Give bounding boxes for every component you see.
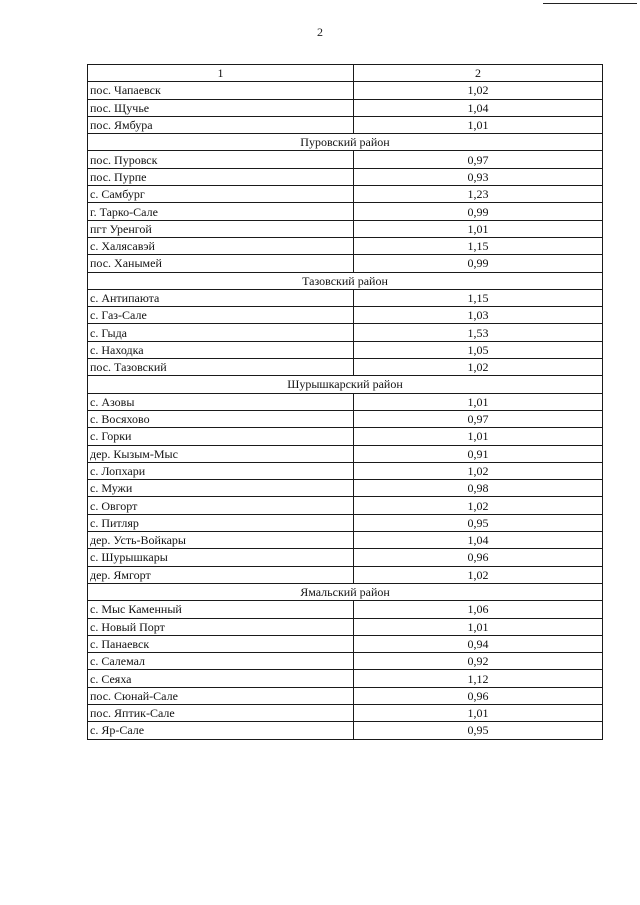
table-row	[88, 601, 603, 618]
settlement-name: с. Шурышкары	[88, 549, 354, 566]
settlement-name: пос. Щучье	[88, 99, 354, 116]
coefficient-value: 1,01	[354, 704, 603, 721]
settlement-name: с. Азовы	[88, 393, 354, 410]
settlement-name: с. Восяхово	[88, 410, 354, 427]
table-row	[88, 480, 603, 497]
coefficient-value: 1,01	[354, 220, 603, 237]
table-row	[88, 514, 603, 531]
coefficient-value: 1,02	[354, 359, 603, 376]
settlement-name: пос. Чапаевск	[88, 82, 354, 99]
settlement-name: с. Панаевск	[88, 635, 354, 652]
table-row	[88, 497, 603, 514]
coefficient-value: 0,97	[354, 151, 603, 168]
column-header-1: 1	[88, 65, 354, 82]
coefficient-value: 1,12	[354, 670, 603, 687]
table-row	[88, 168, 603, 185]
settlement-name: с. Халясавэй	[88, 237, 354, 254]
table-row	[88, 532, 603, 549]
table-row	[88, 462, 603, 479]
table-row	[88, 635, 603, 652]
coefficient-value: 0,95	[354, 514, 603, 531]
table-row	[88, 341, 603, 358]
coefficient-value: 0,98	[354, 480, 603, 497]
coefficient-value: 1,15	[354, 237, 603, 254]
district-section-row	[88, 376, 603, 393]
table-row	[88, 359, 603, 376]
settlement-name: пос. Яптик-Сале	[88, 704, 354, 721]
settlement-name: с. Самбург	[88, 186, 354, 203]
table-row	[88, 151, 603, 168]
settlement-name: г. Тарко-Сале	[88, 203, 354, 220]
settlement-name: дер. Ямгорт	[88, 566, 354, 583]
district-section-row	[88, 583, 603, 600]
coefficient-value: 1,02	[354, 497, 603, 514]
table-row	[88, 116, 603, 133]
settlement-name: с. Мыс Каменный	[88, 601, 354, 618]
settlement-name: с. Питляр	[88, 514, 354, 531]
table-row	[88, 289, 603, 306]
coefficient-value: 1,06	[354, 601, 603, 618]
district-section-row	[88, 272, 603, 289]
district-section-row	[88, 134, 603, 151]
settlement-name: дер. Кызым-Мыс	[88, 445, 354, 462]
table-row	[88, 428, 603, 445]
coefficient-value: 1,01	[354, 393, 603, 410]
coefficient-value: 1,05	[354, 341, 603, 358]
settlement-name: с. Газ-Сале	[88, 307, 354, 324]
coefficient-value: 0,94	[354, 635, 603, 652]
district-title: Ямальский район	[88, 583, 603, 600]
coefficient-value: 1,01	[354, 428, 603, 445]
table-row	[88, 722, 603, 739]
table-row	[88, 307, 603, 324]
coefficient-value: 1,04	[354, 532, 603, 549]
table-header-row	[88, 65, 603, 82]
coefficient-value: 1,15	[354, 289, 603, 306]
coefficient-value: 1,01	[354, 618, 603, 635]
table-row	[88, 445, 603, 462]
column-header-2: 2	[354, 65, 603, 82]
coefficient-value: 0,91	[354, 445, 603, 462]
table-body	[88, 65, 603, 740]
settlement-name: дер. Усть-Войкары	[88, 532, 354, 549]
table-row	[88, 82, 603, 99]
coefficient-value: 0,97	[354, 410, 603, 427]
settlement-name: пгт Уренгой	[88, 220, 354, 237]
table-row	[88, 549, 603, 566]
coefficient-value: 1,02	[354, 462, 603, 479]
settlement-name: с. Сеяха	[88, 670, 354, 687]
table-row	[88, 186, 603, 203]
table-row	[88, 255, 603, 272]
settlement-name: пос. Сюнай-Сале	[88, 687, 354, 704]
page-number: 2	[317, 25, 323, 39]
table-row	[88, 410, 603, 427]
table-row	[88, 99, 603, 116]
settlement-name: пос. Ямбура	[88, 116, 354, 133]
settlement-name: с. Салемал	[88, 653, 354, 670]
table-row	[88, 220, 603, 237]
settlement-name: пос. Ханымей	[88, 255, 354, 272]
table-row	[88, 653, 603, 670]
coefficient-table	[87, 64, 603, 740]
coefficient-value: 0,93	[354, 168, 603, 185]
coefficient-value: 1,02	[354, 566, 603, 583]
settlement-name: с. Яр-Сале	[88, 722, 354, 739]
table-row	[88, 704, 603, 721]
coefficient-value: 1,23	[354, 186, 603, 203]
coefficient-value: 1,02	[354, 82, 603, 99]
table-row	[88, 393, 603, 410]
table-row	[88, 687, 603, 704]
coefficient-value: 0,95	[354, 722, 603, 739]
settlement-name: пос. Пуровск	[88, 151, 354, 168]
coefficient-value: 1,03	[354, 307, 603, 324]
table-row	[88, 237, 603, 254]
settlement-name: с. Новый Порт	[88, 618, 354, 635]
settlement-name: с. Мужи	[88, 480, 354, 497]
settlement-name: с. Лопхари	[88, 462, 354, 479]
coefficient-value: 0,99	[354, 203, 603, 220]
settlement-name: пос. Пурпе	[88, 168, 354, 185]
coefficient-value: 1,53	[354, 324, 603, 341]
coefficient-value: 0,99	[354, 255, 603, 272]
coefficient-value: 0,92	[354, 653, 603, 670]
district-title: Пуровский район	[88, 134, 603, 151]
settlement-name: с. Горки	[88, 428, 354, 445]
corner-rule	[543, 3, 637, 4]
district-title: Шурышкарский район	[88, 376, 603, 393]
table-row	[88, 670, 603, 687]
settlement-name: с. Гыда	[88, 324, 354, 341]
settlement-name: с. Овгорт	[88, 497, 354, 514]
settlement-name: пос. Тазовский	[88, 359, 354, 376]
table-row	[88, 203, 603, 220]
coefficient-value: 0,96	[354, 549, 603, 566]
settlement-name: с. Находка	[88, 341, 354, 358]
coefficient-value: 0,96	[354, 687, 603, 704]
table-row	[88, 618, 603, 635]
table-row	[88, 324, 603, 341]
table-row	[88, 566, 603, 583]
coefficient-value: 1,04	[354, 99, 603, 116]
coefficient-value: 1,01	[354, 116, 603, 133]
settlement-name: с. Антипаюта	[88, 289, 354, 306]
district-title: Тазовский район	[88, 272, 603, 289]
